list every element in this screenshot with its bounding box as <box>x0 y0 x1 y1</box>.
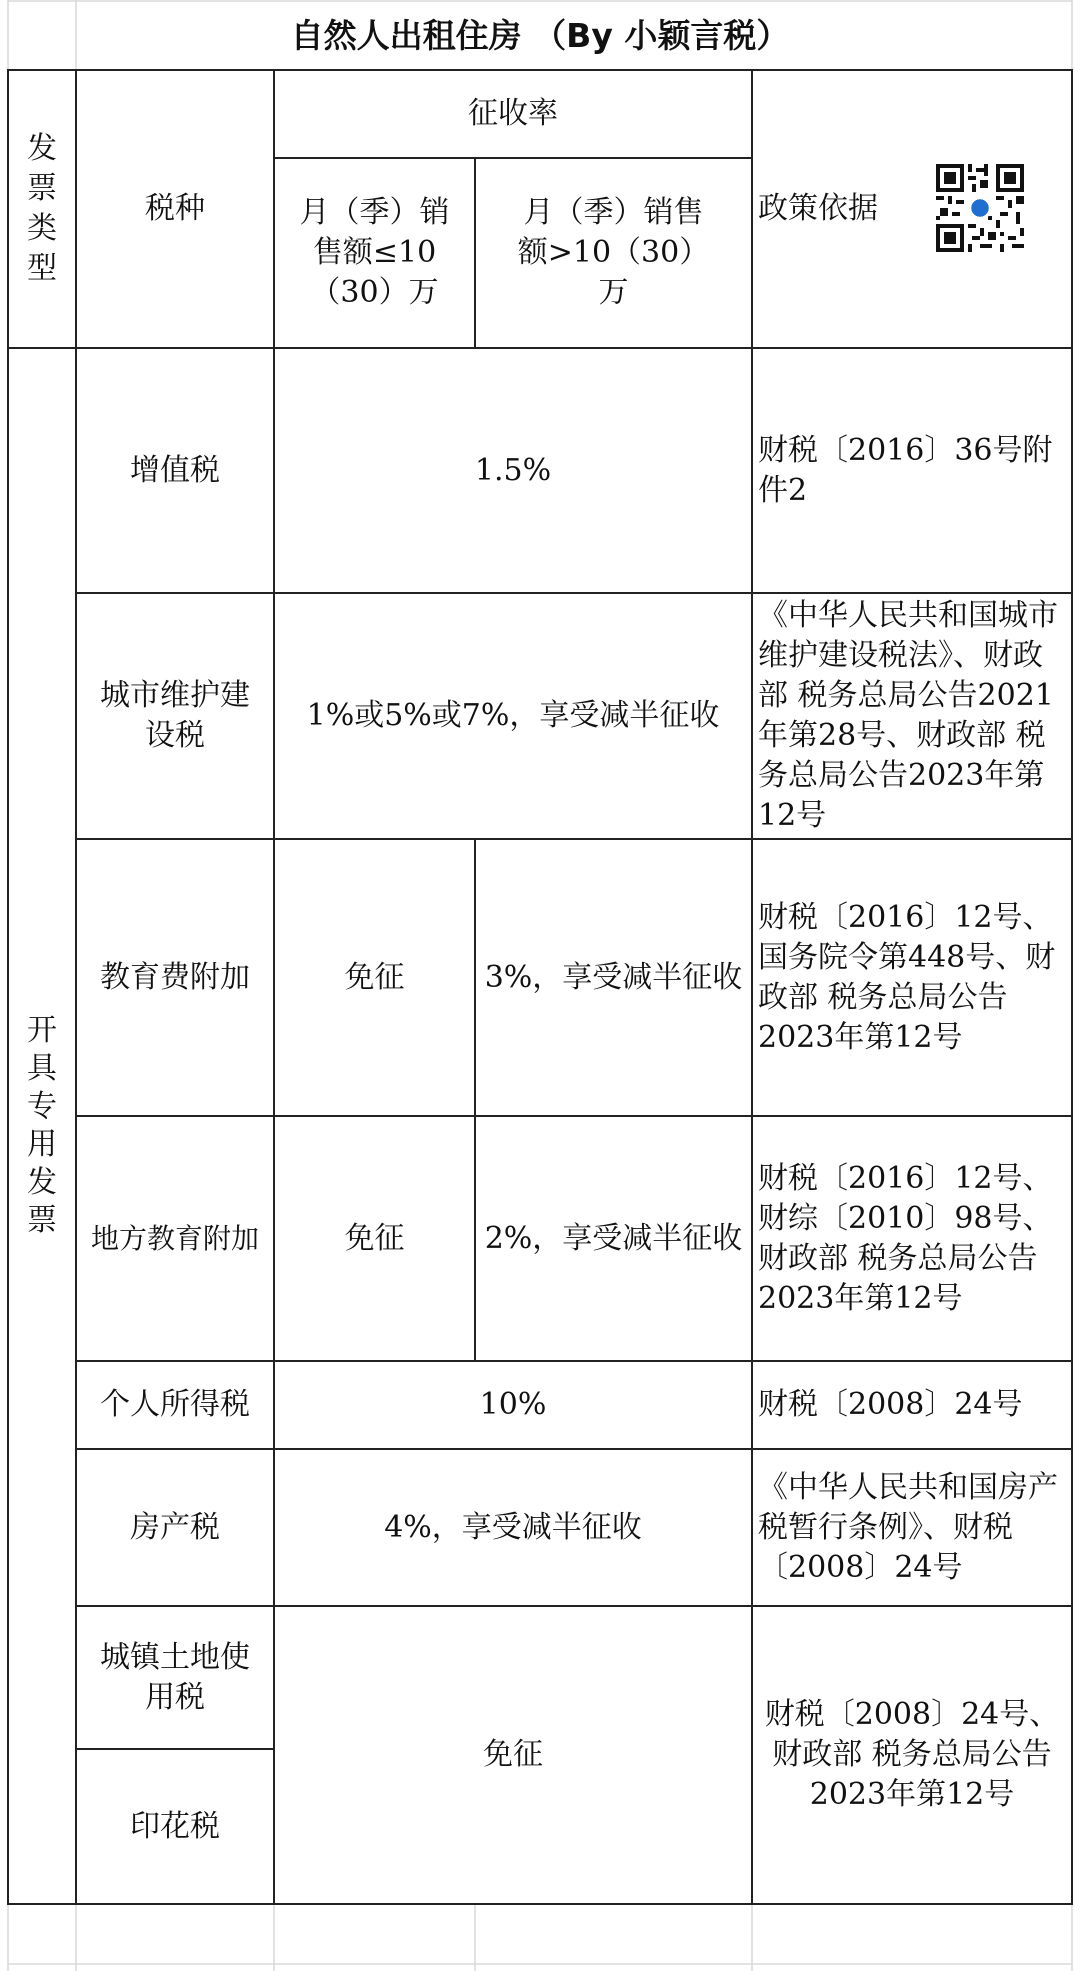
iit-name: 个人所得税 <box>100 1387 250 1422</box>
iit-policy: 财税〔2008〕24号 <box>758 1387 1023 1422</box>
urban-tax-name: 城市维护建设税 <box>100 678 250 753</box>
invoice-type-header <box>8 70 76 348</box>
property-tax-policy: 《中华人民共和国房产税暂行条例》、财税〔2008〕24号 <box>758 1469 1058 1585</box>
edu-surcharge-policy: 财税〔2016〕12号、国务院令第448号、财政部 税务总局公告2023年第12号 <box>758 899 1056 1055</box>
property-tax-name: 房产税 <box>130 1509 220 1545</box>
edu-surcharge-name: 教育费附加 <box>100 959 250 995</box>
iit-rate: 10% <box>479 1387 547 1422</box>
land-stamp-policy: 财税〔2008〕24号、财政部 税务总局公告2023年第12号 <box>764 1697 1060 1812</box>
stamp-tax-name: 印花税 <box>130 1808 220 1844</box>
vat-rate: 1.5% <box>474 452 552 488</box>
page-title: 自然人出租住房 （By 小颖言税） <box>290 16 790 55</box>
local-edu-surcharge-rate-high: 2%，享受减半征收 <box>484 1220 743 1256</box>
rate-low-header: 月（季）销售额≤10（30）万 <box>299 195 450 310</box>
vat-policy: 财税〔2016〕36号附件2 <box>758 432 1053 508</box>
local-edu-surcharge-rate-low: 免征 <box>344 1220 405 1256</box>
rate-high-header: 月（季）销售额>10（30）万 <box>517 195 710 310</box>
vat-name: 增值税 <box>130 452 220 488</box>
qr-code-icon <box>932 160 1028 256</box>
property-tax-rate: 4%，享受减半征收 <box>384 1509 642 1545</box>
land-stamp-rate: 免征 <box>483 1737 543 1772</box>
local-edu-surcharge-policy: 财税〔2016〕12号、财综〔2010〕98号、财政部 税务总局公告2023年第12号 <box>758 1160 1053 1316</box>
policy-basis-header: 政策依据 <box>758 191 878 226</box>
urban-tax-policy: 《中华人民共和国城市维护建设税法》、财政部 税务总局公告2021年第28号、财政部 税务总局公告2023年第12号 <box>758 598 1058 833</box>
edu-surcharge-rate-high: 3%，享受减半征收 <box>484 959 743 995</box>
tax-type-header: 税种 <box>145 191 205 226</box>
invoice-group-label: 开具专用发票 <box>27 1013 57 1238</box>
levy-rate-header: 征收率 <box>468 96 558 131</box>
land-use-tax-name: 城镇土地使用税 <box>100 1639 250 1715</box>
edu-surcharge-rate-low: 免征 <box>344 959 405 995</box>
invoice-type-label: 发票类型 <box>27 131 57 286</box>
local-edu-surcharge-name: 地方教育附加 <box>90 1221 259 1255</box>
urban-tax-rate: 1%或5%或7%，享受减半征收 <box>306 698 720 733</box>
